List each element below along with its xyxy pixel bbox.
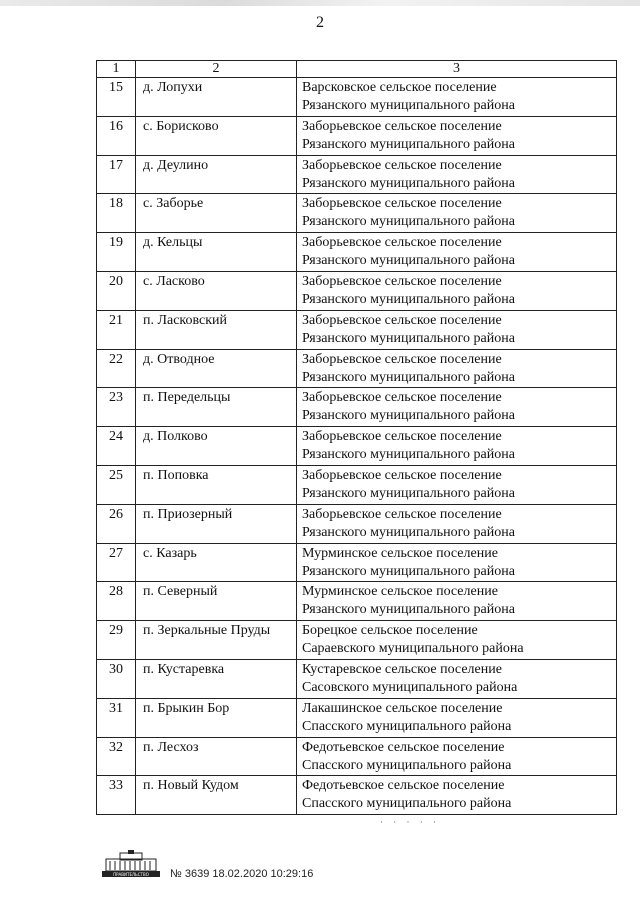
district-municipality: Рязанского муниципального района [302,602,515,618]
table-row [97,504,617,543]
settlement-name: д. Полково [136,427,297,466]
settlement-name: п. Передельцы [136,388,297,427]
municipality-cell [297,349,617,388]
district-municipality: Спасского муниципального района [302,718,512,734]
table-row [97,310,617,349]
district-municipality: Рязанского муниципального района [302,485,515,501]
table-row [97,543,617,582]
district-municipality: Рязанского муниципального района [302,175,515,191]
settlement-municipality: Варсковское сельское поселение [302,80,497,95]
settlement-name: с. Заборье [136,194,297,233]
municipality-cell [297,465,617,504]
district-municipality: Спасского муниципального района [302,757,512,773]
district-municipality: Рязанского муниципального района [302,98,515,113]
municipality-cell [297,737,617,776]
settlement-name: п. Кустаревка [136,659,297,698]
municipality-cell [297,427,617,466]
municipality-cell [297,271,617,310]
header-col-1: 1 [97,61,136,78]
settlement-municipality: Федотьевское сельское поселение [302,739,505,755]
row-number: 20 [97,271,136,310]
district-municipality: Рязанского муниципального района [302,291,515,307]
row-number: 28 [97,582,136,621]
settlement-municipality: Заборьевское сельское поселение [302,196,502,212]
settlement-name: п. Поповка [136,465,297,504]
municipality-cell [297,388,617,427]
municipality-cell [297,504,617,543]
settlement-name: п. Лесхоз [136,737,297,776]
logo-text: ПРАВИТЕЛЬСТВО [113,872,149,877]
row-number: 33 [97,776,136,815]
settlement-name: с. Казарь [136,543,297,582]
table-header-row [97,61,617,78]
settlement-municipality: Заборьевское сельское поселение [302,390,502,406]
settlement-municipality: Заборьевское сельское поселение [302,273,502,289]
row-number: 22 [97,349,136,388]
settlement-municipality: Заборьевское сельское поселение [302,118,502,134]
settlement-municipality: Мурминское сельское поселение [302,545,498,561]
table-row [97,427,617,466]
municipality-cell [297,116,617,155]
settlement-municipality: Заборьевское сельское поселение [302,506,502,522]
scan-edge [0,0,640,6]
table-row [97,349,617,388]
table-row [97,271,617,310]
table-row [97,582,617,621]
settlement-municipality: Заборьевское сельское поселение [302,429,502,445]
district-municipality: Рязанского муниципального района [302,447,515,463]
settlement-municipality: Заборьевское сельское поселение [302,467,502,483]
settlement-name: д. Кельцы [136,233,297,272]
municipality-cell [297,233,617,272]
district-municipality: Спасского муниципального района [302,796,512,812]
district-municipality: Рязанского муниципального района [302,136,515,152]
district-municipality: Рязанского муниципального района [302,408,515,424]
header-col-3: 3 [297,61,617,78]
row-number: 15 [97,78,136,117]
district-municipality: Рязанского муниципального района [302,369,515,385]
table-row [97,116,617,155]
settlement-name: с. Ласково [136,271,297,310]
table-row [97,659,617,698]
row-number: 19 [97,233,136,272]
row-number: 17 [97,155,136,194]
header-col-2: 2 [136,61,297,78]
row-number: 16 [97,116,136,155]
row-number: 31 [97,698,136,737]
table-row [97,78,617,117]
row-number: 32 [97,737,136,776]
municipality-cell [297,194,617,233]
registration-stamp: № 3639 18.02.2020 10:29:16 [170,868,314,880]
district-municipality: Рязанского муниципального района [302,524,515,540]
settlement-name: п. Брыкин Бор [136,698,297,737]
settlement-name: д. Отводное [136,349,297,388]
table-row [97,737,617,776]
settlement-municipality: Заборьевское сельское поселение [302,312,502,328]
table-row [97,465,617,504]
district-municipality: Сараевского муниципального района [302,641,524,657]
municipality-cell [297,155,617,194]
table-row [97,233,617,272]
table-row [97,194,617,233]
settlement-municipality: Заборьевское сельское поселение [302,235,502,251]
settlement-name: с. Борисково [136,116,297,155]
district-municipality: Сасовского муниципального района [302,679,518,695]
settlement-name: п. Зеркальные Пруды [136,621,297,660]
government-building-logo [100,850,162,878]
settlement-municipality: Заборьевское сельское поселение [302,157,502,173]
row-number: 24 [97,427,136,466]
settlement-name: п. Новый Кудом [136,776,297,815]
municipality-cell [297,78,617,117]
settlement-municipality: Лакашинское сельское поселение [302,700,503,716]
municipality-cell [297,698,617,737]
row-number: 21 [97,310,136,349]
settlement-name: п. Ласковский [136,310,297,349]
settlement-municipality: Кустаревское сельское поселение [302,661,502,677]
scan-marks: · · · · · [380,817,440,827]
table-row [97,388,617,427]
row-number: 26 [97,504,136,543]
municipality-cell [297,582,617,621]
settlement-name: п. Северный [136,582,297,621]
district-municipality: Рязанского муниципального района [302,214,515,230]
row-number: 18 [97,194,136,233]
page-number: 2 [316,14,324,31]
settlement-municipality: Федотьевское сельское поселение [302,778,505,794]
settlement-municipality: Борецкое сельское поселение [302,623,478,639]
table-row [97,621,617,660]
footer [100,842,520,882]
settlement-municipality: Заборьевское сельское поселение [302,351,502,367]
district-municipality: Рязанского муниципального района [302,330,515,346]
settlement-name: п. Приозерный [136,504,297,543]
row-number: 23 [97,388,136,427]
municipality-cell [297,776,617,815]
row-number: 27 [97,543,136,582]
table-row [97,155,617,194]
settlement-municipality: Мурминское сельское поселение [302,584,498,600]
settlement-name: д. Деулино [136,155,297,194]
table-row [97,698,617,737]
district-municipality: Рязанского муниципального района [302,563,515,579]
row-number: 25 [97,465,136,504]
municipality-cell [297,310,617,349]
table-row [97,776,617,815]
municipality-cell [297,621,617,660]
municipality-cell [297,659,617,698]
settlements-table [96,60,617,815]
district-municipality: Рязанского муниципального района [302,253,515,269]
municipality-cell [297,543,617,582]
settlement-name: д. Лопухи [136,78,297,117]
row-number: 29 [97,621,136,660]
row-number: 30 [97,659,136,698]
